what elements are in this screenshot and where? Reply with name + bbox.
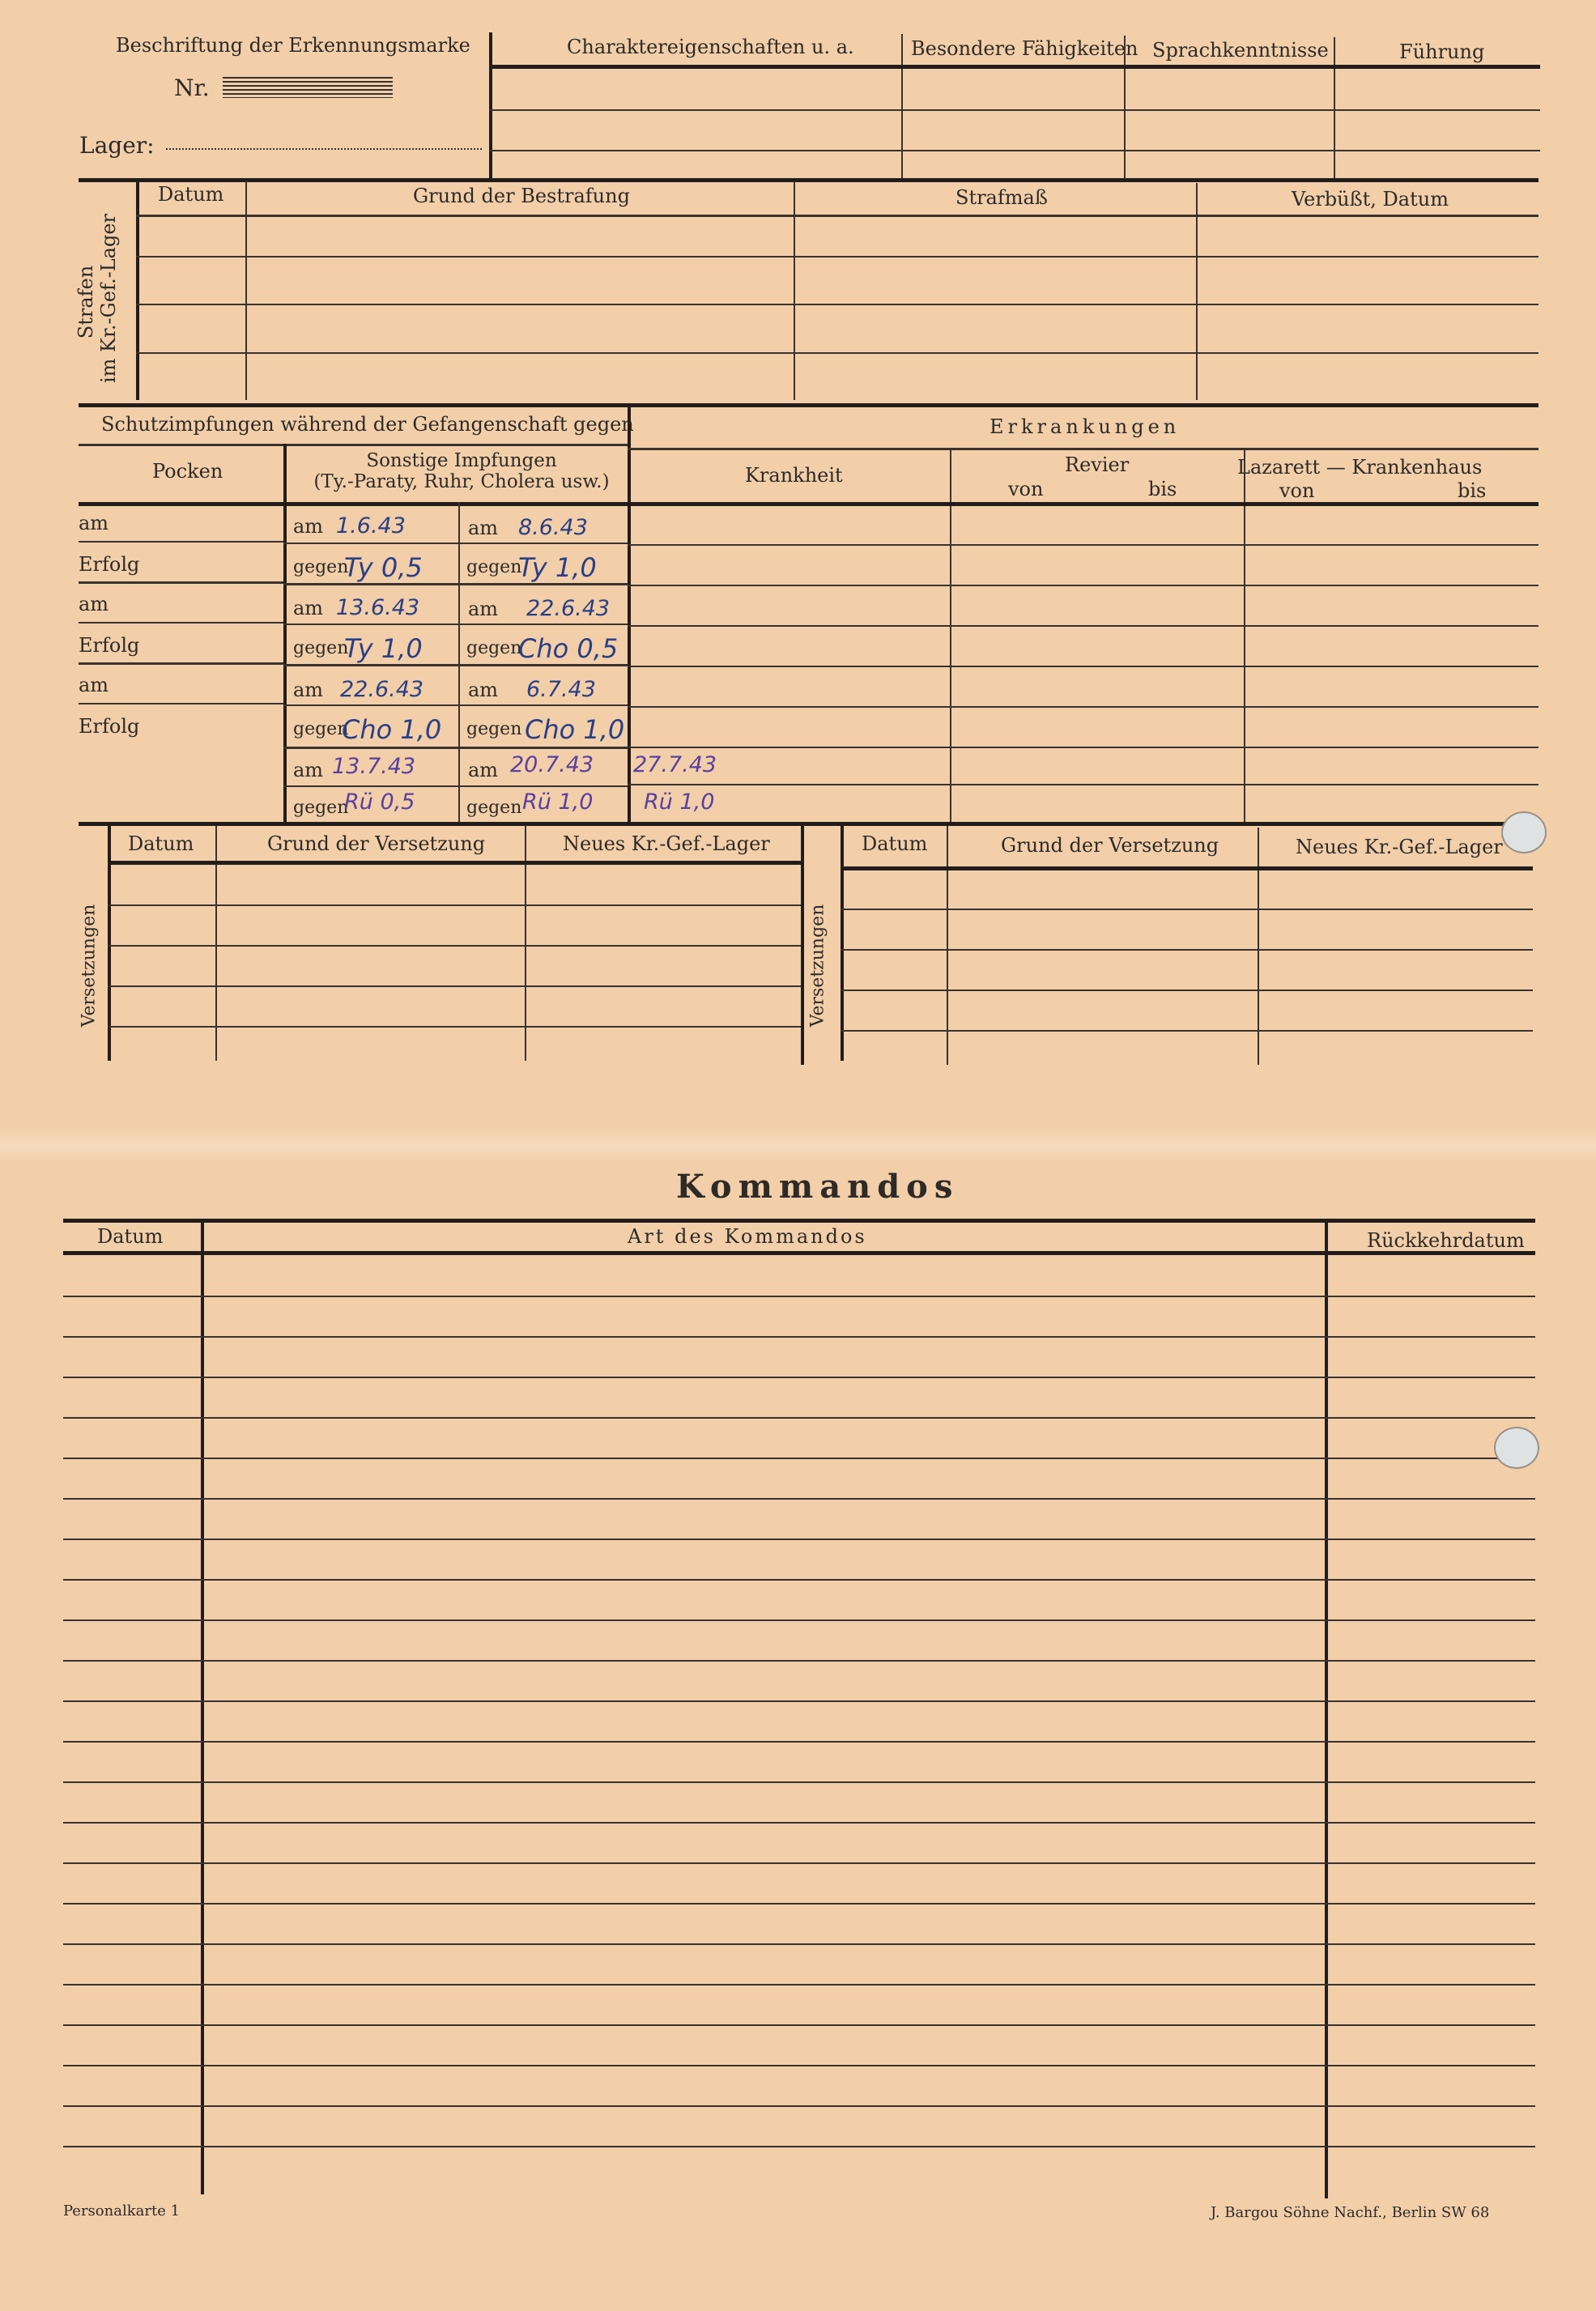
punch-hole xyxy=(1494,1427,1539,1469)
rule xyxy=(79,541,283,543)
divider xyxy=(1334,37,1335,178)
impfung-date: 1.6.43 xyxy=(336,513,406,538)
divider xyxy=(1124,36,1126,178)
rule xyxy=(283,785,628,787)
fuehrung-label: Führung xyxy=(1399,40,1485,63)
rule xyxy=(108,985,801,987)
kommando-row-line xyxy=(63,1741,1535,1743)
kommando-col-art: Art des Kommandos xyxy=(628,1225,867,1248)
kommando-col-datum: Datum xyxy=(97,1225,164,1248)
rule xyxy=(283,624,628,625)
charakter-label: Charaktereigenschaften u. a. xyxy=(567,36,854,58)
lager-label: Lager: xyxy=(79,132,155,159)
am-label: am xyxy=(468,517,499,539)
pocken-label: Pocken xyxy=(152,460,223,483)
rule xyxy=(79,178,1539,182)
gegen-label: gegen xyxy=(293,798,349,818)
impfung-gegen: Cho 1,0 xyxy=(342,714,442,745)
strafen-col-verbuesst: Verbüßt, Datum xyxy=(1292,188,1449,211)
sprachen-label: Sprachkenntnisse xyxy=(1152,39,1329,62)
lazarett-label: Lazarett — Krankenhaus xyxy=(1237,456,1483,479)
impfungen-title: Schutzimpfungen während der Gefangenschaft gegen xyxy=(101,413,634,436)
impfung-extra-gegen: Rü 1,0 xyxy=(644,789,715,815)
kommando-row-line xyxy=(63,1984,1535,1985)
kommando-col-rueckkehr: Rückkehrdatum xyxy=(1367,1229,1525,1252)
impfung-date: 13.7.43 xyxy=(332,754,416,779)
pocken-erfolg-1: Erfolg xyxy=(79,553,140,576)
rule xyxy=(628,784,1539,785)
gegen-label: gegen xyxy=(466,638,522,658)
kommando-row-line xyxy=(63,1498,1535,1500)
kommando-row-line xyxy=(63,2146,1535,2147)
impfung-gegen: Cho 0,5 xyxy=(518,633,619,664)
punch-hole xyxy=(1501,811,1547,853)
am-label: am xyxy=(293,515,324,538)
strafen-col-grund: Grund der Bestrafung xyxy=(413,185,630,207)
versetzungen-label-right: Versetzungen xyxy=(807,904,828,1028)
kommando-row-line xyxy=(63,1336,1535,1338)
kommando-row-line xyxy=(63,1781,1535,1783)
rule xyxy=(136,256,1539,257)
rule xyxy=(628,448,1539,450)
rule xyxy=(283,664,628,666)
kommando-row-line xyxy=(63,1822,1535,1824)
kommando-row-line xyxy=(63,2024,1535,2026)
erkennungsmarke-label: Beschriftung der Erkennungsmarke xyxy=(116,34,470,57)
impfung-date: 8.6.43 xyxy=(518,515,588,540)
kommando-row-line xyxy=(63,1862,1535,1864)
am-label: am xyxy=(293,759,324,781)
am-label: am xyxy=(293,597,324,619)
gegen-label: gegen xyxy=(293,638,349,658)
impfung-gegen: Ty 0,5 xyxy=(344,552,423,583)
impfung-extra-date: 27.7.43 xyxy=(633,752,717,777)
kommando-row-line xyxy=(63,1296,1535,1297)
divider xyxy=(1325,1219,1328,2198)
kommando-row-line xyxy=(63,1377,1535,1378)
rule xyxy=(79,703,283,704)
versetzung-col-lager: Neues Kr.-Gef.-Lager xyxy=(563,832,770,855)
rule xyxy=(79,581,283,584)
kommando-row-line xyxy=(63,1417,1535,1419)
impfung-date: 20.7.43 xyxy=(510,752,594,777)
impfung-gegen: Cho 1,0 xyxy=(525,714,625,745)
am-label: am xyxy=(468,759,499,781)
kommandos-title: Kommandos xyxy=(676,1168,960,1206)
paper-fold xyxy=(0,1130,1596,1162)
lager-dotted-line xyxy=(166,148,482,150)
gegen-label: gegen xyxy=(466,798,522,818)
am-label: am xyxy=(468,679,499,701)
kommando-row-line xyxy=(63,1619,1535,1621)
gegen-label: gegen xyxy=(293,719,349,739)
rule xyxy=(628,625,1539,627)
rule xyxy=(628,747,1539,748)
kommando-row-line xyxy=(63,1579,1535,1581)
rule xyxy=(841,990,1533,991)
nr-lines xyxy=(223,77,393,98)
versetzung-col-grund: Grund der Versetzung xyxy=(267,832,486,855)
rule xyxy=(489,150,1540,151)
rule xyxy=(283,583,628,585)
pocken-am-3: am xyxy=(79,674,109,696)
rule xyxy=(79,822,1539,826)
impfung-date: 13.6.43 xyxy=(336,595,420,620)
rule xyxy=(136,304,1539,305)
rule xyxy=(108,904,801,906)
versetzung-col-grund: Grund der Versetzung xyxy=(1001,834,1219,857)
divider xyxy=(458,502,460,822)
impfung-date: 22.6.43 xyxy=(526,596,611,621)
impfung-date: 22.6.43 xyxy=(340,677,424,702)
impfung-gegen: Rü 0,5 xyxy=(344,789,415,815)
versetzung-col-datum: Datum xyxy=(862,832,928,855)
kommando-row-line xyxy=(63,1903,1535,1905)
revier-bis: bis xyxy=(1148,478,1177,500)
pocken-erfolg-3: Erfolg xyxy=(79,715,140,738)
rule xyxy=(79,622,283,624)
strafen-label: Strafen im Kr.-Gef.-Lager xyxy=(74,214,120,383)
rule xyxy=(628,544,1539,546)
rule xyxy=(63,1251,1535,1255)
impfung-gegen: Ty 1,0 xyxy=(344,633,423,664)
rule xyxy=(841,866,1533,870)
pocken-am-2: am xyxy=(79,593,109,615)
rule xyxy=(79,502,1539,506)
rule xyxy=(108,1026,801,1028)
rule xyxy=(283,704,628,706)
gegen-label: gegen xyxy=(466,557,522,577)
erkrankungen-title: Erkrankungen xyxy=(990,415,1181,438)
rule xyxy=(628,585,1539,586)
divider xyxy=(841,826,844,1061)
footer-left: Personalkarte 1 xyxy=(63,2202,181,2219)
kommando-row-line xyxy=(63,1458,1535,1459)
versetzung-col-datum: Datum xyxy=(128,832,194,855)
kommando-row-line xyxy=(63,2105,1535,2107)
rule xyxy=(283,543,628,544)
rule xyxy=(136,352,1539,354)
kommando-row-line xyxy=(63,1660,1535,1662)
am-label: am xyxy=(293,679,324,701)
rule xyxy=(283,747,628,749)
divider xyxy=(283,444,287,822)
versetzungen-label-left: Versetzungen xyxy=(79,904,100,1028)
nr-label: Nr. xyxy=(174,74,210,101)
impfung-gegen: Rü 1,0 xyxy=(522,789,594,815)
pocken-am-1: am xyxy=(79,512,109,534)
sonstige-label: Sonstige Impfungen (Ty.-Paraty, Ruhr, Cholera usw.) xyxy=(313,450,610,492)
divider xyxy=(947,826,948,1065)
rule xyxy=(841,1030,1533,1032)
rule xyxy=(489,65,1540,69)
impfung-gegen: Ty 1,0 xyxy=(518,552,597,583)
rule xyxy=(108,945,801,947)
footer-right: J. Bargou Söhne Nachf., Berlin SW 68 xyxy=(1211,2204,1490,2221)
am-label: am xyxy=(468,598,499,620)
rule xyxy=(79,444,628,446)
kommando-row-line xyxy=(63,1539,1535,1540)
rule xyxy=(79,403,1539,407)
pocken-erfolg-2: Erfolg xyxy=(79,634,140,657)
rule xyxy=(628,706,1539,708)
strafen-col-datum: Datum xyxy=(158,183,224,206)
divider xyxy=(201,1219,204,2194)
kommando-row-line xyxy=(63,1700,1535,1702)
strafen-col-strafmass: Strafmaß xyxy=(955,186,1048,209)
rule xyxy=(136,215,1539,217)
krankheit-label: Krankheit xyxy=(745,464,843,487)
lazarett-von: von xyxy=(1279,479,1315,502)
rule xyxy=(489,109,1540,111)
rule xyxy=(841,949,1533,951)
lazarett-bis: bis xyxy=(1458,479,1487,502)
rule xyxy=(63,1219,1535,1223)
kommando-row-line xyxy=(63,1943,1535,1945)
gegen-label: gegen xyxy=(466,719,522,739)
impfung-date: 6.7.43 xyxy=(526,677,596,702)
rule xyxy=(108,861,801,865)
divider xyxy=(801,826,804,1065)
divider xyxy=(136,180,139,400)
gegen-label: gegen xyxy=(293,557,349,577)
faehigkeiten-label: Besondere Fähigkeiten xyxy=(911,37,1138,60)
versetzung-col-lager: Neues Kr.-Gef.-Lager xyxy=(1296,836,1503,858)
kommando-row-line xyxy=(63,2065,1535,2066)
divider xyxy=(489,32,492,178)
revier-von: von xyxy=(1008,478,1044,500)
divider xyxy=(245,180,247,400)
rule xyxy=(79,662,283,665)
revier-label: Revier xyxy=(1065,453,1130,476)
rule xyxy=(628,666,1539,667)
rule xyxy=(841,909,1533,910)
divider xyxy=(901,34,903,178)
